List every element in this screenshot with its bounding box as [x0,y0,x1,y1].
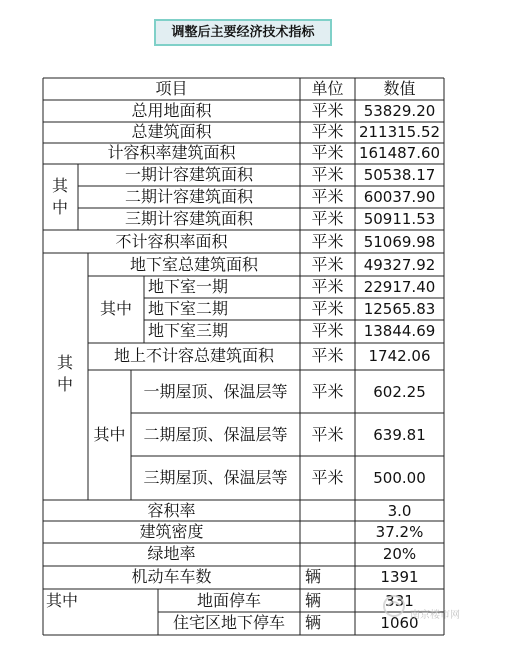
value-density: 37.2% [375,523,424,541]
value-parking: 1391 [380,568,419,586]
label-above-nonfar: 地上不计容总建筑面积 [113,346,274,365]
watermark-text: 南京楼市网 [410,610,460,621]
unit-surface-parking: 辆 [305,591,322,610]
unit-p2-far: 平米 [311,187,344,206]
value-ug-parking: 1060 [380,614,419,632]
unit-roof1: 平米 [311,382,344,401]
value-ug2: 12565.83 [363,300,436,318]
label-p1-far: 一期计容建筑面积 [124,165,253,184]
header-unit: 单位 [311,79,344,98]
label-far: 容积率 [147,501,196,520]
unit-ug1: 平米 [311,277,344,296]
unit-total-land: 平米 [311,101,344,120]
label-roof1: 一期屋顶、保温层等 [143,382,288,401]
unit-ug-parking: 辆 [305,613,322,632]
value-green: 20% [382,545,417,563]
label-far-area: 计容积率建筑面积 [107,143,236,162]
value-surface-parking: 331 [385,592,414,610]
unit-p3-far: 平米 [311,209,344,228]
unit-underground: 平米 [311,255,344,274]
table-title: 调整后主要经济技术指标 [154,19,332,46]
label-total-build: 总建筑面积 [131,122,212,141]
unit-ug2: 平米 [311,299,344,318]
value-roof2: 639.81 [373,426,426,444]
label-nonfar: 不计容积率面积 [115,232,228,251]
unit-nonfar: 平米 [311,232,344,251]
value-total-land: 53829.20 [363,102,436,120]
label-green: 绿地率 [147,544,196,563]
group-label-underground: 其中 [99,299,132,318]
label-p2-far: 二期计容建筑面积 [124,187,253,206]
value-above-nonfar: 1742.06 [368,347,431,365]
label-ug2: 地下室二期 [148,299,229,318]
value-p3-far: 50911.53 [363,210,436,228]
value-p1-far: 50538.17 [363,166,436,184]
header-value: 数值 [383,79,416,98]
group-label-parking: 其中 [46,591,79,610]
label-p3-far: 三期计容建筑面积 [124,209,253,228]
value-roof3: 500.00 [373,469,426,487]
header-item: 项目 [155,79,188,98]
unit-total-build: 平米 [311,122,344,141]
unit-p1-far: 平米 [311,165,344,184]
value-far: 3.0 [387,502,412,520]
unit-ug3: 平米 [311,321,344,340]
value-roof1: 602.25 [373,383,426,401]
label-roof3: 三期屋顶、保温层等 [143,468,288,487]
label-underground: 地下室总建筑面积 [129,255,258,274]
group-label-phases: 其中 [51,176,68,217]
label-total-land: 总用地面积 [131,101,212,120]
group-label-nonfar-breakdown: 其中 [56,353,73,394]
label-ug3: 地下室三期 [148,321,229,340]
value-total-build: 211315.52 [358,123,441,141]
watermark-logo [380,578,500,628]
label-ug-parking: 住宅区地下停车 [172,613,285,632]
label-surface-parking: 地面停车 [196,591,261,610]
unit-roof3: 平米 [311,468,344,487]
value-underground: 49327.92 [363,256,436,274]
group-label-roof: 其中 [93,425,126,444]
unit-roof2: 平米 [311,425,344,444]
unit-parking: 辆 [305,567,322,586]
value-p2-far: 60037.90 [363,188,436,206]
label-parking: 机动车车数 [131,567,212,586]
unit-far-area: 平米 [311,143,344,162]
value-ug1: 22917.40 [363,278,436,296]
unit-above-nonfar: 平米 [311,346,344,365]
value-far-area: 161487.60 [358,144,441,162]
label-ug1: 地下室一期 [148,277,229,296]
label-density: 建筑密度 [139,522,204,541]
value-ug3: 13844.69 [363,322,436,340]
label-roof2: 二期屋顶、保温层等 [143,425,288,444]
value-nonfar: 51069.98 [363,233,436,251]
